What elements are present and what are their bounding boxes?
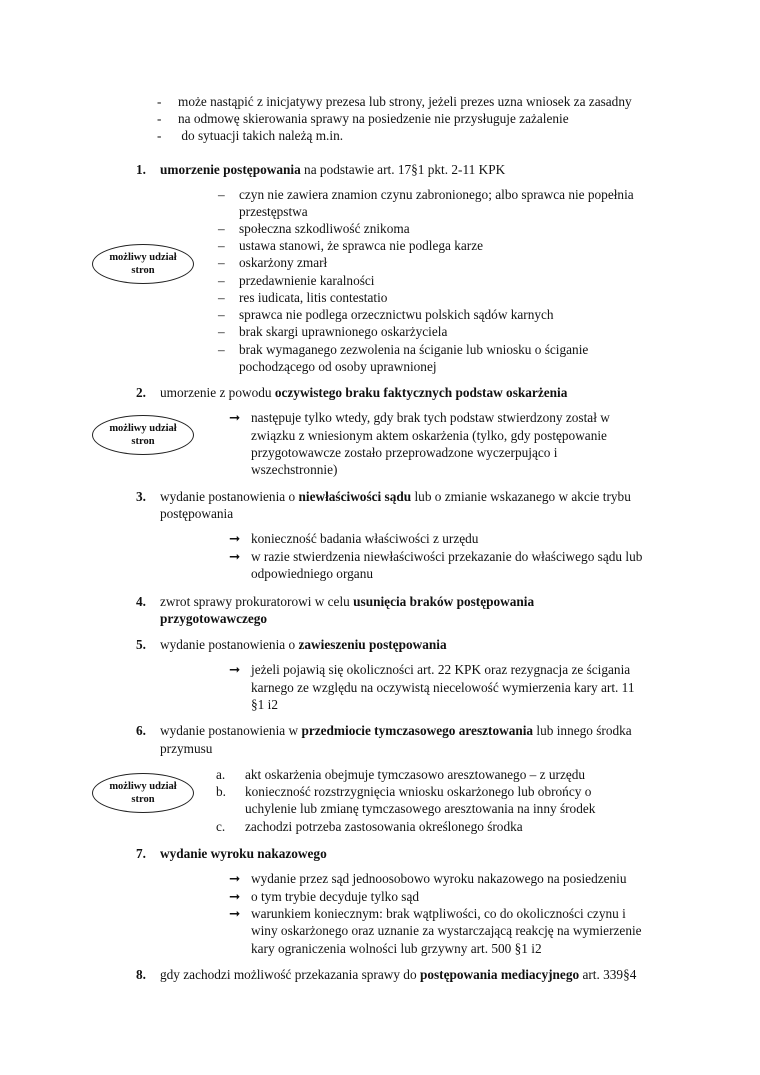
intro-marker: - <box>157 111 162 126</box>
oval-line: możliwy udział <box>109 423 177 434</box>
item8-rest: art. 339§4 <box>579 967 637 982</box>
item4-heading-cont: przygotowawczego <box>160 611 268 626</box>
participation-oval <box>92 415 194 455</box>
dash-marker: – <box>218 255 225 270</box>
item8-bold: postępowania mediacyjnego <box>419 967 580 982</box>
oval-line: stron <box>131 265 155 276</box>
sub-item: warunkiem koniecznym: brak wątpliwości, co do okoliczności czynu i <box>251 906 626 921</box>
intro-marker: - <box>157 94 162 109</box>
sub-item: czyn nie zawiera znamion czynu zabronionego; albo sprawca nie popełnia <box>239 187 634 202</box>
item3-pre: wydanie postanowienia o <box>160 489 299 504</box>
sub-item: pochodzącego od osoby uprawnionej <box>239 359 437 374</box>
sub-item: społeczna szkodliwość znikoma <box>239 221 410 236</box>
arrow-marker: ➞ <box>229 906 241 921</box>
item7-heading: wydanie wyroku nakazowego <box>160 846 327 861</box>
item1-heading <box>160 161 505 178</box>
sub-item: winy oskarżonego oraz uznanie za wystarczającą reakcję na wymierzenie <box>251 923 642 938</box>
sub-item: konieczność rozstrzygnięcia wniosku oskarżonego lub obrońcy o <box>245 784 592 799</box>
dash-marker: – <box>218 187 225 202</box>
dash-marker: – <box>218 238 225 253</box>
sub-item: uchylenie lub zmianę tymczasowego aresztowania na inny środek <box>245 801 596 816</box>
letter-marker: a. <box>216 767 226 782</box>
dash-marker: – <box>218 324 225 339</box>
item3-rest: lub o zmianie wskazanego w akcie trybu <box>411 489 631 504</box>
sub-item: brak wymaganego zezwolenia na ściganie lub wniosku o ściganie <box>239 342 589 357</box>
item4-bold: usunięcia braków postępowania <box>353 594 535 609</box>
item5-bold: zawieszeniu postępowania <box>298 637 447 652</box>
sub-item: §1 i2 <box>251 697 278 712</box>
item6-pre: wydanie postanowienia w <box>160 723 302 738</box>
dash-marker: – <box>218 307 225 322</box>
item-number: 5. <box>136 637 146 652</box>
sub-item: wszechstronnie) <box>251 462 338 477</box>
oval-line: możliwy udział <box>109 781 177 792</box>
sub-item: oskarżony zmarł <box>239 255 328 270</box>
sub-item: kary ograniczenia wolności lub grzywny art. 500 §1 i2 <box>251 941 542 956</box>
arrow-marker: ➞ <box>229 410 241 425</box>
dash-marker: – <box>218 273 225 288</box>
item-number: 6. <box>136 723 146 738</box>
arrow-marker: ➞ <box>229 531 241 546</box>
arrow-marker: ➞ <box>229 662 241 677</box>
letter-marker: c. <box>216 819 226 834</box>
letter-marker: b. <box>216 784 226 799</box>
sub-item: konieczność badania właściwości z urzędu <box>251 531 479 546</box>
arrow-marker: ➞ <box>229 889 241 904</box>
sub-item: brak skargi uprawnionego oskarżyciela <box>239 324 448 339</box>
item-number: 7. <box>136 846 146 861</box>
item6-heading-cont: przymusu <box>160 741 213 756</box>
sub-item: akt oskarżenia obejmuje tymczasowo aresztowanego – z urzędu <box>245 767 586 782</box>
intro-line: na odmowę skierowania sprawy na posiedzenie nie przysługuje zażalenie <box>178 111 569 126</box>
item-number: 2. <box>136 385 146 400</box>
sub-item: odpowiedniego organu <box>251 566 373 581</box>
item5-pre: wydanie postanowienia o <box>160 637 299 652</box>
sub-item: res iudicata, litis contestatio <box>239 290 388 305</box>
item-number: 4. <box>136 594 146 609</box>
sub-item: następuje tylko wtedy, gdy brak tych podstaw stwierdzony został w <box>251 410 610 425</box>
item1-rest: na podstawie art. 17§1 pkt. 2-11 KPK <box>300 162 506 177</box>
sub-item: sprawca nie podlega orzecznictwu polskich sądów karnych <box>239 307 554 322</box>
sub-item: jeżeli pojawią się okoliczności art. 22 KPK oraz rezygnacja ze ścigania <box>251 662 631 677</box>
item-number: 1. <box>136 162 146 177</box>
item2-pre: umorzenie z powodu <box>160 385 275 400</box>
item6-bold: przedmiocie tymczasowego aresztowania <box>301 723 534 738</box>
item4-pre: zwrot sprawy prokuratorowi w celu <box>160 594 354 609</box>
item2-bold: oczywistego braku faktycznych podstaw oskarżenia <box>274 385 568 400</box>
item2-heading <box>160 384 567 401</box>
arrow-marker: ➞ <box>229 871 241 886</box>
item-number: 8. <box>136 967 146 982</box>
item3-heading-cont: postępowania <box>160 506 234 521</box>
sub-item: o tym trybie decyduje tylko sąd <box>251 889 420 904</box>
oval-line: możliwy udział <box>109 252 177 263</box>
sub-item: karnego ze względu na oczywistą niecelowość wymierzenia kary art. 11 <box>251 680 635 695</box>
oval-line: stron <box>131 436 155 447</box>
sub-item: związku z wniesionym aktem oskarżenia (tylko, gdy postępowanie <box>251 428 607 443</box>
dash-marker: – <box>218 290 225 305</box>
item5-heading <box>160 636 447 653</box>
item8-heading <box>160 966 636 983</box>
dash-marker: – <box>218 342 225 357</box>
participation-oval <box>92 773 194 813</box>
intro-line: do sytuacji takich należą m.in. <box>178 128 344 143</box>
participation-oval <box>92 244 194 284</box>
sub-item: przedawnienie karalności <box>239 273 375 288</box>
sub-item: wydanie przez sąd jednoosobowo wyroku nakazowego na posiedzeniu <box>251 871 627 886</box>
sub-item: zachodzi potrzeba zastosowania określonego środka <box>245 819 523 834</box>
sub-item: przygotowawcze zostało przeprowadzone wyczerpująco i <box>251 445 558 460</box>
dash-marker: – <box>218 221 225 236</box>
item1-bold: umorzenie postępowania <box>160 162 301 177</box>
item6-heading <box>160 722 632 739</box>
intro-line: może nastąpić z inicjatywy prezesa lub strony, jeżeli prezes uzna wniosek za zasadny <box>178 94 632 109</box>
oval-line: stron <box>131 794 155 805</box>
sub-item: w razie stwierdzenia niewłaściwości przekazanie do właściwego sądu lub <box>251 549 643 564</box>
sub-item: ustawa stanowi, że sprawca nie podlega karze <box>239 238 484 253</box>
sub-item: przestępstwa <box>239 204 308 219</box>
intro-marker: - <box>157 128 162 143</box>
item3-heading <box>160 488 631 505</box>
item3-bold: niewłaściwości sądu <box>298 489 412 504</box>
arrow-marker: ➞ <box>229 549 241 564</box>
item8-pre: gdy zachodzi możliwość przekazania sprawy do <box>160 967 420 982</box>
item4-heading <box>160 593 534 610</box>
item6-rest: lub innego środka <box>533 723 632 738</box>
item-number: 3. <box>136 489 146 504</box>
